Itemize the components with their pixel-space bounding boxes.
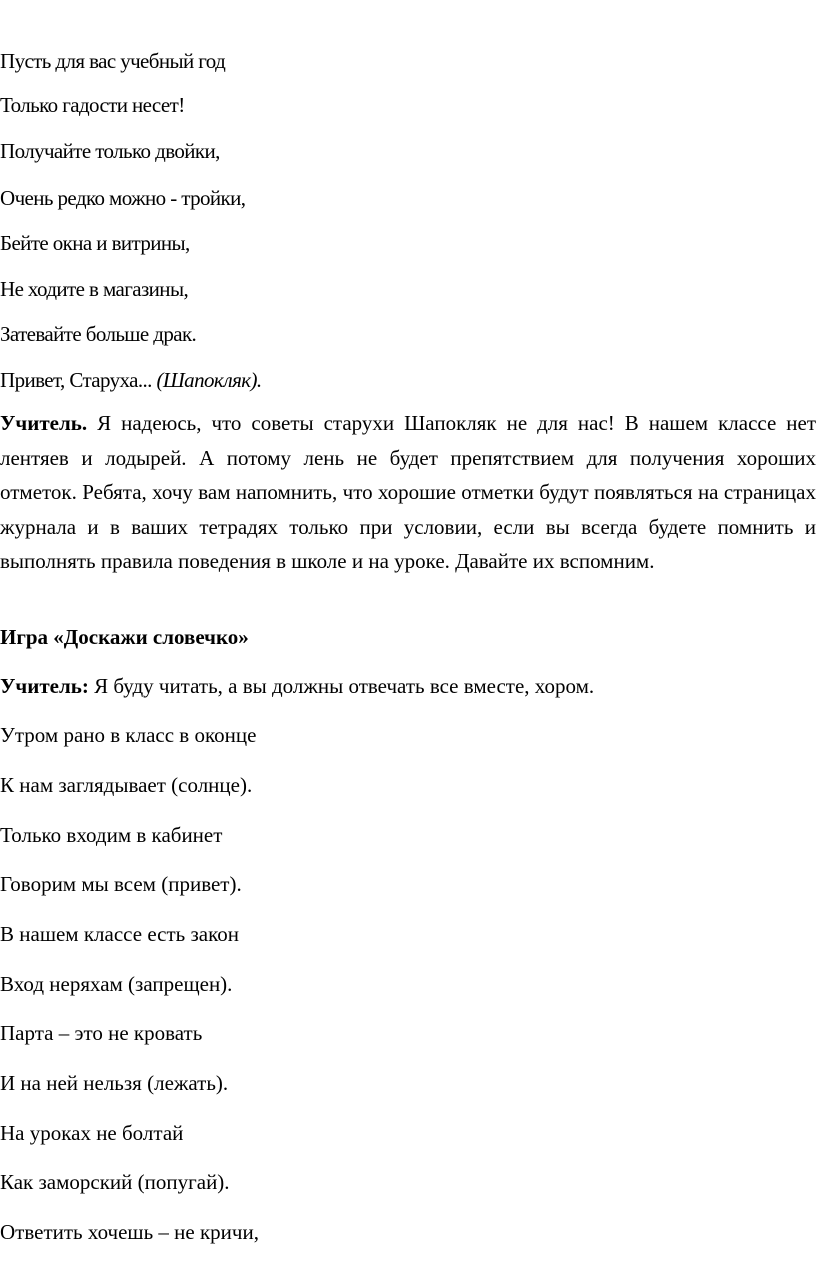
paragraph-text: Я надеюсь, что советы старухи Шапокляк не для нас! В нашем классе нет лентяев и лодырей. А потому лень не будет препятствием для получения хороших отметок. Ребята, хочу вам напомнить, что хорошие отметки будут появляться на страницах журнала и в ваших тетрадях только при условии, если вы всегда будете помнить и выполнять правила поведения в школе и на уроке. Давайте их вспомним.: [0, 411, 816, 574]
poem-line: Не ходите в магазины,: [0, 277, 189, 301]
greeting-text: Привет, Старуха...: [0, 368, 157, 392]
poem-line: Очень редко можно - тройки,: [0, 186, 246, 210]
poem-line: Затевайте больше драк.: [0, 322, 197, 346]
poem-line: К нам заглядывает (солнце).: [0, 773, 253, 797]
greeting-attribution: (Шапокляк).: [156, 368, 262, 392]
speaker-label: Учитель.: [0, 411, 88, 435]
poem-line: Вход неряхам (запрещен).: [0, 972, 233, 996]
poem-line: И на ней нельзя (лежать).: [0, 1071, 229, 1095]
poem-line: Пусть для вас учебный год: [0, 49, 226, 73]
game-heading: Игра «Доскажи словечко»: [0, 625, 249, 649]
poem-line: В нашем классе есть закон: [0, 922, 239, 946]
poem-line: Как заморский (попугай).: [0, 1170, 230, 1194]
poem-line: Утром рано в класс в оконце: [0, 723, 257, 747]
speaker-label: Учитель:: [0, 674, 89, 698]
poem-line: Ответить хочешь – не кричи,: [0, 1220, 259, 1244]
teacher-paragraph: [0, 406, 816, 579]
poem-line: Парта – это не кровать: [0, 1021, 203, 1045]
poem-line: Только гадости несет!: [0, 93, 185, 117]
poem-line: Бейте окна и витрины,: [0, 231, 190, 255]
poem-line: Говорим мы всем (привет).: [0, 872, 242, 896]
poem-line: Получайте только двойки,: [0, 139, 220, 163]
greeting-line: [0, 365, 262, 395]
teacher-instruction: [0, 671, 594, 701]
instruction-text: Я буду читать, а вы должны отвечать все вместе, хором.: [88, 674, 595, 698]
poem-line: Только входим в кабинет: [0, 823, 223, 847]
poem-line: На уроках не болтай: [0, 1121, 184, 1145]
